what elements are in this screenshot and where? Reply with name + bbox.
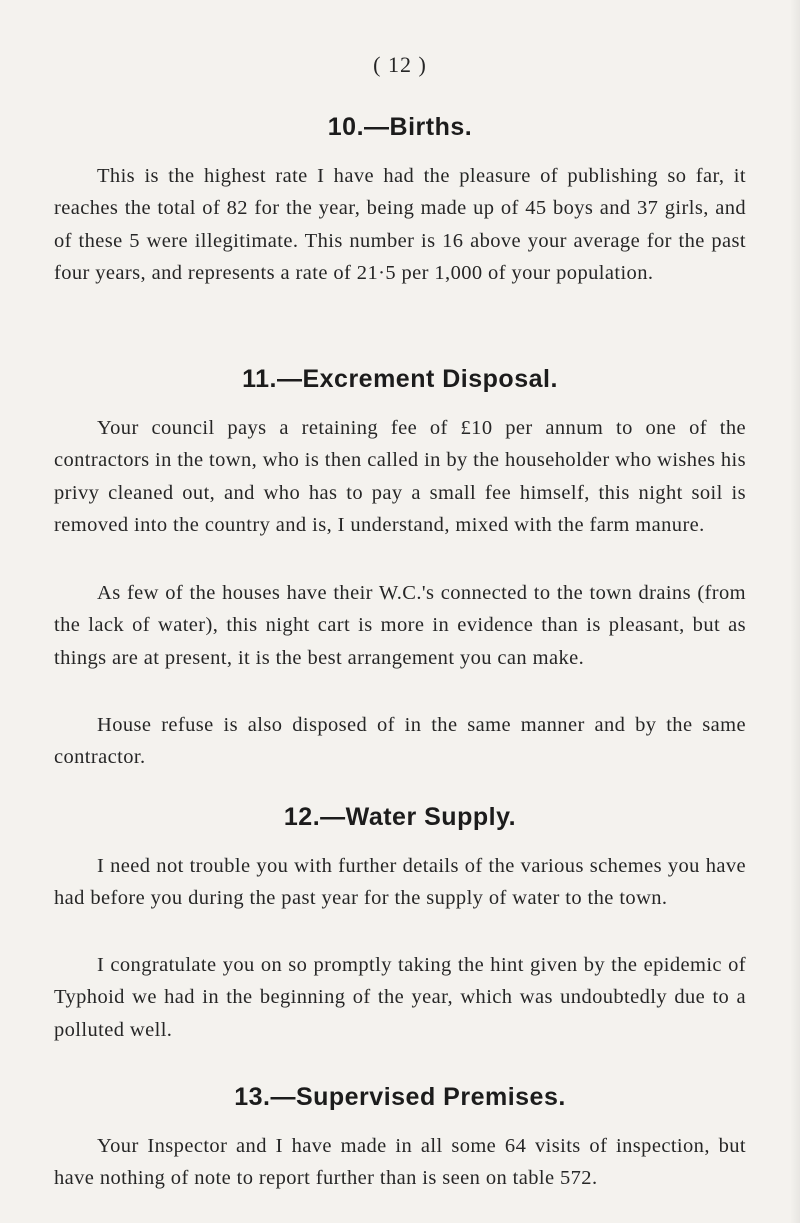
paragraph-births: This is the highest rate I have had the pleasure of publishing so far, it reaches the total of 82 for the year, being made up of 45 boys and 37 girls, and of these 5 were illegitimate. This number is 16 above your average for the past four years, and represents a rate of 21·5 per 1,000 of your population.: [54, 165, 746, 285]
section-heading-supervised-premises: 13.—Supervised Premises.: [234, 1083, 566, 1111]
section-heading-water-supply: 12.—Water Supply.: [283, 803, 517, 831]
paragraph-inspection-visits: Your Inspector and I have made in all some 64 visits of inspection, but have nothing of note to report further than is seen on table 572.: [54, 1135, 746, 1190]
section-heading-excrement-disposal: 11.—Excrement Disposal.: [242, 365, 558, 393]
paragraph-typhoid: I congratulate you on so promptly taking the hint given by the epidemic of Typhoid we had in the beginning of the year, which was undoubtedly due to a polluted well.: [54, 954, 746, 1041]
paragraph-excrement-fee: Your council pays a retaining fee of £10 per annum to one of the contractors in the town, who is then called in by the householder who wishes his privy cleaned out, and who has to pay a small fee himself, this night soil is removed into the country and is, I understand, mixed with the farm manure.: [54, 417, 746, 537]
page-edge-shadow: [790, 0, 800, 1223]
paragraph-house-refuse: House refuse is also disposed of in the same manner and by the same contractor.: [54, 714, 746, 769]
paragraph-night-cart: As few of the houses have their W.C.'s connected to the town drains (from the lack of water), this night cart is more in evidence than is pleasant, but as things are at present, it is the best arrangement you can make.: [54, 582, 746, 669]
page-number: ( 12 ): [373, 52, 427, 77]
paragraph-water-schemes: I need not trouble you with further details of the various schemes you have had before you during the past year for the supply of water to the town.: [54, 855, 746, 910]
section-heading-births: 10.—Births.: [327, 113, 473, 141]
